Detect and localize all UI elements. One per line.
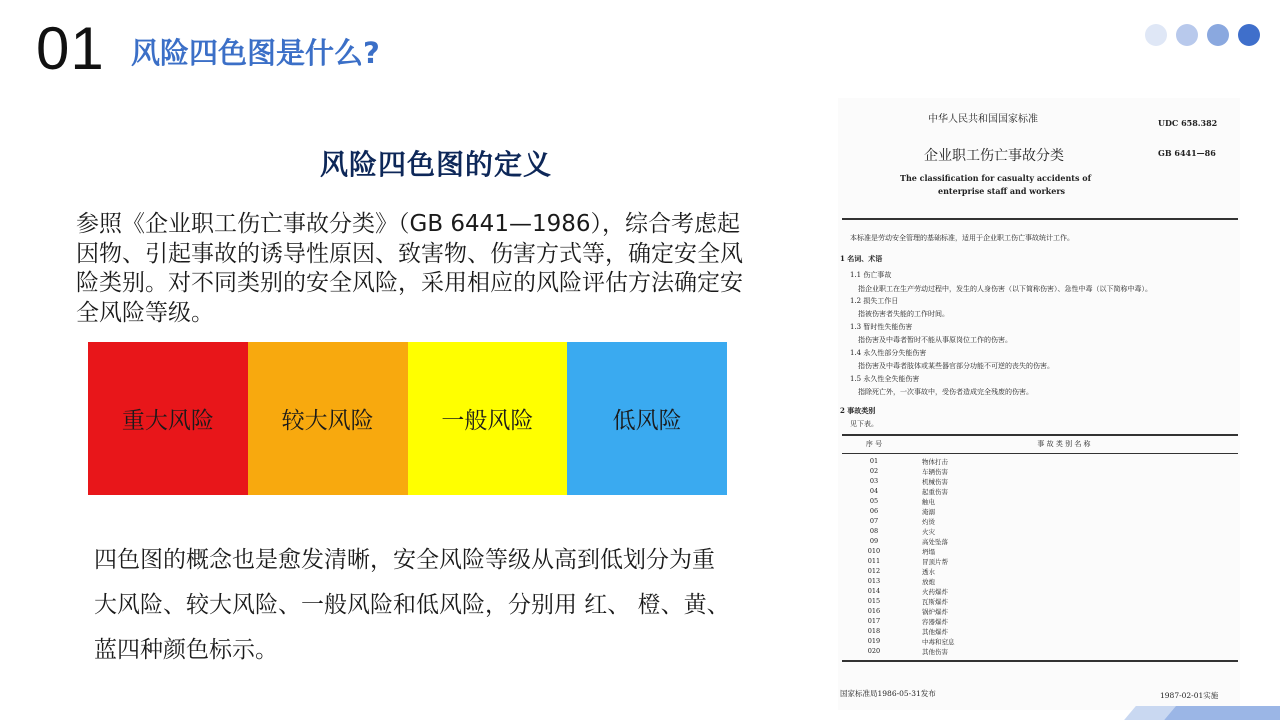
doc-table-row-name: 灼烫 <box>922 518 935 526</box>
doc-table-row <box>848 527 1228 536</box>
doc-org: 中华人民共和国国家标准 <box>928 114 1038 125</box>
doc-table-row-name: 高处坠落 <box>922 538 948 546</box>
doc-table-row <box>848 537 1228 546</box>
doc-table-row-name: 火灾 <box>922 528 935 536</box>
doc-table-row-no: 013 <box>867 577 881 585</box>
dot-2 <box>1176 24 1198 46</box>
doc-table-row <box>848 597 1228 606</box>
doc-table-rule-mid <box>842 453 1238 454</box>
doc-table-row-no: 08 <box>869 527 879 535</box>
doc-table-row-no: 05 <box>869 497 879 505</box>
dot-1 <box>1145 24 1167 46</box>
doc-table-row-name: 中毒和窒息 <box>922 638 955 646</box>
doc-table-row-no: 04 <box>869 487 879 495</box>
risk-level-large: 较大风险 <box>248 342 408 495</box>
doc-table-row-name: 起重伤害 <box>922 488 948 496</box>
doc-table-row-no: 019 <box>867 637 881 645</box>
doc-table-row-no: 011 <box>867 557 881 565</box>
dot-4 <box>1238 24 1260 46</box>
decorative-dots <box>1145 24 1260 46</box>
doc-table-row <box>848 617 1228 626</box>
doc-table-row-name: 车辆伤害 <box>922 468 948 476</box>
definition-paragraph: 参照《企业职工伤亡事故分类》（GB 6441—1986），综合考虑起因物、引起事故的诱导性原因、致害物、伤害方式等，确定安全风险类别。对不同类别的安全风险，采用相应的风险评估方法确定安全风险等级。 <box>76 211 743 326</box>
risk-color-bar <box>88 342 727 495</box>
doc-rule-top <box>842 218 1238 220</box>
doc-s12-text: 指被伤害者失能的工作时间。 <box>858 310 949 318</box>
doc-s11-title: 1.1 伤亡事故 <box>850 271 892 279</box>
doc-table-row-name: 机械伤害 <box>922 478 948 486</box>
doc-table-row-name: 其他伤害 <box>922 648 948 656</box>
four-color-paragraph: 四色图的概念也是愈发清晰，安全风险等级从高到低划分为重大风险、较大风险、一般风险和低风险，分别用 红、 橙、黄、 蓝四种颜色标示。 <box>94 547 730 663</box>
doc-table-row-name: 透水 <box>922 568 935 576</box>
doc-table-row <box>848 467 1228 476</box>
dot-3 <box>1207 24 1229 46</box>
doc-table-row <box>848 517 1228 526</box>
doc-table-row-name: 触电 <box>922 498 935 506</box>
doc-table-row-no: 09 <box>869 537 879 545</box>
doc-table-row-name: 放炮 <box>922 578 935 586</box>
doc-table-row-name: 容器爆炸 <box>922 618 948 626</box>
doc-table-row <box>848 557 1228 566</box>
doc-table-row-no: 020 <box>867 647 881 655</box>
doc-table-row <box>848 457 1228 466</box>
doc-table-row-name: 瓦斯爆炸 <box>922 598 948 606</box>
doc-sec2-text: 见下表。 <box>850 420 878 428</box>
doc-table-row-name: 火药爆炸 <box>922 588 948 596</box>
doc-table-row <box>848 577 1228 586</box>
standard-document-image <box>838 98 1240 710</box>
doc-s14-text: 指伤害及中毒者肢体或某些器官部分功能不可逆的丧失的伤害。 <box>858 362 1054 370</box>
doc-table-row <box>848 627 1228 636</box>
doc-table-row-no: 03 <box>869 477 879 485</box>
doc-table-row-no: 02 <box>869 467 879 475</box>
doc-en-title-1: The classification for casualty accidents of <box>900 173 1092 183</box>
doc-s13-title: 1.3 暂时性失能伤害 <box>850 323 913 331</box>
doc-table-row <box>848 567 1228 576</box>
doc-table-row-no: 014 <box>867 587 881 595</box>
doc-table-row <box>848 487 1228 496</box>
doc-table-row-no: 012 <box>867 567 881 575</box>
doc-table-row-no: 07 <box>869 517 879 525</box>
doc-table-row-no: 010 <box>867 547 881 555</box>
doc-s12-title: 1.2 损失工作日 <box>850 297 899 305</box>
doc-title: 企业职工伤亡事故分类 <box>924 148 1064 164</box>
slide-title: 风险四色图是什么? <box>131 36 380 70</box>
doc-footer-right: 1987-02-01实施 <box>1160 691 1219 700</box>
doc-table-row-name: 其他爆炸 <box>922 628 948 636</box>
slide-number: 01 <box>36 15 105 82</box>
doc-table-header-name: 事 故 类 别 名 称 <box>1037 440 1091 448</box>
doc-gb: GB 6441—86 <box>1158 148 1216 158</box>
risk-level-major: 重大风险 <box>88 342 248 495</box>
doc-s15-title: 1.5 永久性全失能伤害 <box>850 375 920 383</box>
doc-table-row-no: 017 <box>867 617 881 625</box>
doc-udc: UDC 658.382 <box>1158 118 1218 128</box>
doc-table-row-name: 物体打击 <box>922 458 948 466</box>
risk-level-general: 一般风险 <box>408 342 568 495</box>
doc-table-row-no: 06 <box>869 507 879 515</box>
doc-table-row <box>848 647 1228 656</box>
doc-table-row <box>848 587 1228 596</box>
doc-s11-text: 指企业职工在生产劳动过程中，发生的人身伤害（以下简称伤害）、急性中毒（以下简称中毒）。 <box>858 285 1152 293</box>
doc-sec1: 1 名词、术语 <box>840 254 883 263</box>
risk-level-low: 低风险 <box>567 342 727 495</box>
doc-s15-text: 指除死亡外，一次事故中，受伤者造成完全残废的伤害。 <box>858 388 1033 396</box>
doc-table-row-name: 淹溺 <box>922 508 935 516</box>
doc-sec2: 2 事故类别 <box>840 406 876 415</box>
doc-table-rule-top <box>842 434 1238 436</box>
doc-s14-title: 1.4 永久性部分失能伤害 <box>850 349 927 357</box>
doc-footer-left: 国家标准局1986-05-31发布 <box>840 689 936 698</box>
doc-intro: 本标准是劳动安全管理的基础标准，适用于企业职工伤亡事故统计工作。 <box>850 234 1074 242</box>
doc-table-row <box>848 607 1228 616</box>
doc-table-row <box>848 497 1228 506</box>
decorative-stripe-2 <box>1164 706 1280 720</box>
doc-s13-text: 指伤害及中毒者暂时不能从事原岗位工作的伤害。 <box>858 336 1012 344</box>
doc-table-row-no: 015 <box>867 597 881 605</box>
doc-table-row <box>848 547 1228 556</box>
doc-table-row-name: 坍塌 <box>922 548 935 556</box>
doc-table-row <box>848 507 1228 516</box>
doc-table-row-no: 016 <box>867 607 881 615</box>
doc-table-header <box>848 439 1228 449</box>
doc-table-row <box>848 637 1228 646</box>
doc-table-row-name: 冒顶片帮 <box>922 558 948 566</box>
doc-en-title-2: enterprise staff and workers <box>938 186 1066 196</box>
doc-table-rule-bottom <box>842 660 1238 662</box>
doc-table-row <box>848 477 1228 486</box>
doc-table-row-name: 锅炉爆炸 <box>922 608 948 616</box>
doc-table-header-no: 序 号 <box>865 440 883 448</box>
doc-table-row-no: 01 <box>869 457 879 465</box>
section-heading: 风险四色图的定义 <box>320 148 553 181</box>
doc-table-row-no: 018 <box>867 627 881 635</box>
